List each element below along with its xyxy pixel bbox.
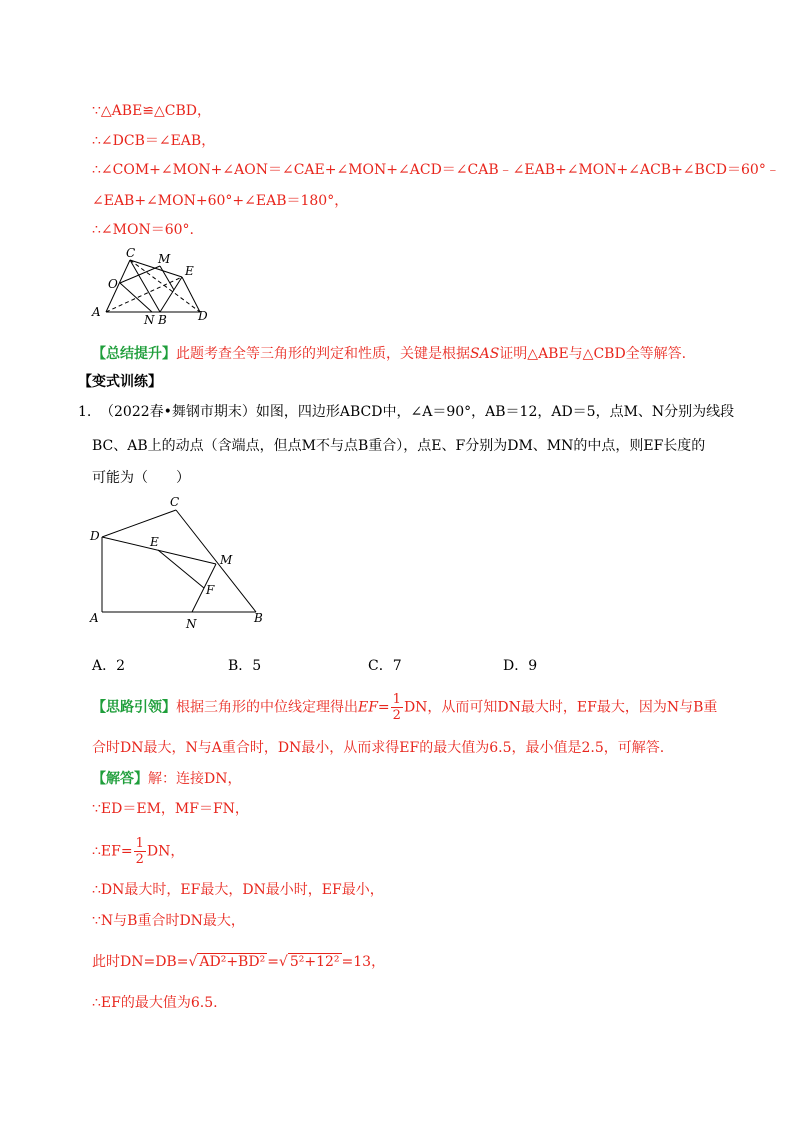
answer-line-5-b: =13，: [341, 954, 386, 970]
geometry-figure-2: [88, 492, 278, 632]
answer-tag: 【解答】: [92, 771, 148, 787]
fig1-label-o: O: [108, 277, 118, 291]
solution-line-5: ∴∠MON＝60°.: [92, 222, 194, 238]
section-title: 【变式训练】: [78, 374, 162, 390]
summary-sas: SAS: [470, 346, 500, 362]
answer-intro-text: 解：连接DN，: [148, 771, 242, 787]
problem-line-2: BC、AB上的动点（含端点，但点M不与点B重合），点E、F分别为DM、MN的中点，则EF长度的: [92, 438, 706, 454]
answer-line-6: ∴EF的最大值为6.5.: [92, 995, 218, 1011]
hint-fraction: [391, 692, 403, 723]
choice-d[interactable]: D．9: [503, 658, 538, 674]
sqrt-sign-2: √: [278, 954, 288, 970]
hint-ef: EF=: [358, 699, 390, 716]
hint-text-b: DN，从而可知DN最大时，EF最大，因为N与B重: [403, 699, 718, 716]
summary-text-a: 此题考查全等三角形的判定和性质，关键是根据: [176, 346, 470, 362]
summary-text-b: 证明△ABE与△CBD全等解答.: [499, 346, 687, 362]
answer-intro: [92, 769, 241, 789]
fig1-label-c: C: [126, 246, 136, 260]
geometry-figure-1: [88, 246, 218, 326]
fig1-label-d: D: [198, 309, 208, 323]
hint-text-a: 根据三角形的中位线定理得出: [176, 699, 358, 716]
fig2-label-b: B: [254, 611, 263, 625]
answer-frac-num: 1: [135, 836, 144, 851]
summary: [92, 344, 686, 364]
answer-root-2: 5²+12²: [289, 954, 340, 970]
answer-line-5-a: 此时DN=DB=: [92, 954, 189, 970]
answer-fraction: [134, 836, 146, 867]
fig2-label-a: A: [90, 611, 99, 625]
solution-line-2: ∴∠DCB＝∠EAB，: [92, 133, 216, 149]
solution-line-3: ∴∠COM+∠MON+∠AON＝∠CAE+∠MON+∠ACD＝∠CAB﹣∠EAB+∠MON+∠ACB+∠BCD＝60°﹣: [92, 162, 780, 178]
fig1-label-m: M: [158, 252, 171, 266]
answer-line-2-b: DN，: [146, 843, 185, 860]
answer-line-2-a: ∴EF=: [92, 843, 133, 860]
fig2-label-c: C: [170, 495, 180, 509]
hint-line-2: 合时DN最大，N与A重合时，DN最小，从而求得EF的最大值为6.5，最小值是2.5，可解答.: [92, 740, 665, 756]
choice-a[interactable]: A．2: [92, 658, 126, 674]
hint-line-1: [92, 692, 717, 723]
fig2-label-n: N: [186, 617, 197, 631]
answer-frac-den: 2: [135, 852, 144, 867]
sqrt-sign-1: √: [188, 954, 198, 970]
fig1-label-n: N: [144, 313, 155, 326]
fig1-label-a: A: [92, 305, 101, 319]
answer-line-3: ∴DN最大时，EF最大，DN最小时，EF最小，: [92, 882, 384, 898]
fig2-label-f: F: [206, 583, 215, 597]
answer-root-1: AD²+BD²: [199, 954, 266, 970]
fig1-label-b: B: [158, 313, 167, 326]
answer-line-4: ∵N与B重合时DN最大，: [92, 913, 245, 929]
summary-tag: 【总结提升】: [92, 346, 176, 362]
solution-line-4: ∠EAB+∠MON+60°+∠EAB＝180°，: [92, 193, 349, 209]
fig1-label-e: E: [185, 264, 194, 278]
answer-line-2: [92, 836, 184, 867]
solution-line-1: ∵△ABE≌△CBD，: [92, 103, 212, 119]
problem-line-3: 可能为（ ）: [92, 470, 190, 486]
hint-frac-num: 1: [392, 692, 401, 707]
choice-c[interactable]: C．7: [368, 658, 402, 674]
answer-eq: =: [267, 954, 279, 970]
fig2-label-d: D: [90, 529, 100, 543]
problem-line-1: （2022春•舞钢市期末）如图，四边形ABCD中，∠A＝90°，AB＝12，AD＝5，点M、N分别为线段: [100, 404, 735, 420]
fig2-label-e: E: [150, 535, 159, 549]
fig2-label-m: M: [220, 553, 233, 567]
hint-frac-den: 2: [392, 708, 401, 723]
choice-b[interactable]: B．5: [228, 658, 262, 674]
hint-tag: 【思路引领】: [92, 699, 176, 716]
answer-line-5: [92, 952, 385, 972]
answer-line-1: ∵ED＝EM，MF＝FN，: [92, 801, 249, 817]
problem-number: 1.: [78, 404, 92, 420]
